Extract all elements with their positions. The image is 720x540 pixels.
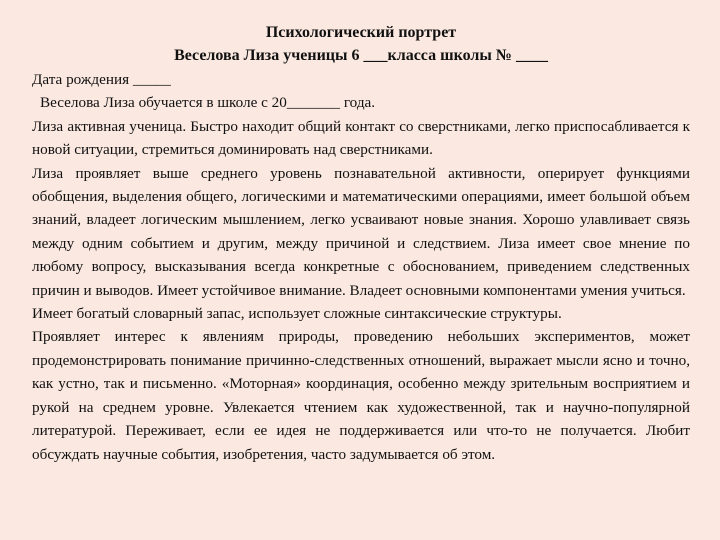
document-body — [32, 68, 690, 466]
document-title: Психологический портрет — [265, 24, 457, 41]
document-subtitle: Веселова Лиза ученицы 6 ___класса школы № ____ — [174, 47, 548, 64]
enrollment-line: Веселова Лиза обучается в школе с 20_______ года. — [40, 94, 376, 112]
paragraph-cognitive: Лиза проявляет выше среднего уровень познавательной активности, оперирует функциями обобщения, выделения общего, логическими и математическими операциями, имеет большой объем знаний, владеет логическим мышлением, легко усваивают новые знания. Хорошо улавливает связь между одним событием и другим, между причиной и следствием. Лиза имеет свое мнение по любому вопросу, высказывания всегда конкретные с обоснованием, приведением следственных причин и выводов. Имеет устойчивое внимание. Владеет основными компонентами умения учиться. — [32, 164, 690, 299]
birth-date-line: Дата рождения _____ — [32, 71, 171, 88]
paragraph-social: Лиза активная ученица. Быстро находит общий контакт со сверстниками, легко приспосабливается к новой ситуации, стремиться доминировать над сверстниками. — [32, 117, 690, 159]
paragraph-vocabulary: Имеет богатый словарный запас, использует сложные синтаксические структуры. — [32, 305, 562, 323]
paragraph-interests: Проявляет интерес к явлениям природы, проведению небольших экспериментов, может продемонстрировать понимание причинно-следственных отношений, выражает мысли ясно и точно, как устно, так и письменно. «Моторная» координация, особенно между зрительным восприятием и рукой на среднем уровне. Увлекается чтением как художественной, так и научно-популярной литературой. Переживает, если ее идея не поддерживается или что-то не получается. Любит обсуждать научные события, изобретения, часто задумывается об этом. — [32, 328, 690, 463]
